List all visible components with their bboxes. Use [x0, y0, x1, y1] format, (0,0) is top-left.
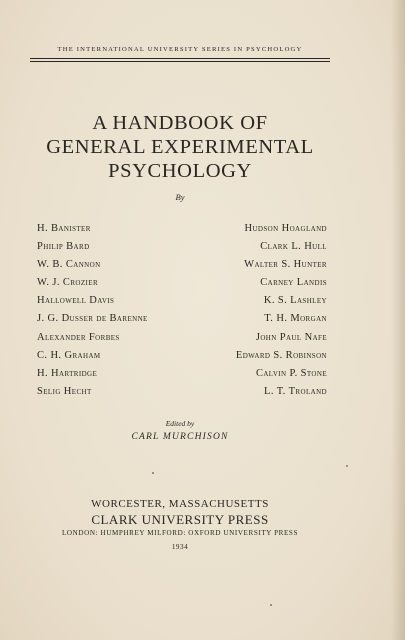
author-name: L. T. Troland	[264, 385, 327, 397]
imprint-press: CLARK UNIVERSITY PRESS	[91, 512, 269, 527]
author-name: Hallowell Davis	[37, 295, 115, 307]
edited-by-label: Edited by	[165, 419, 195, 428]
paper-speck	[346, 465, 348, 467]
author-name: Edward S. Robinson	[235, 349, 327, 361]
author-name: H. Hartridge	[37, 367, 98, 379]
author-name: Alexander Forbes	[37, 331, 120, 343]
book-title	[30, 111, 330, 183]
author-name: Hudson Hoagland	[244, 223, 327, 234]
authors-right-column	[190, 220, 327, 401]
heading-rule-thick	[30, 58, 330, 59]
author-name: H. Banister	[37, 223, 91, 234]
author-name: K. S. Lashley	[263, 295, 327, 307]
author-name: W. B. Cannon	[37, 259, 101, 271]
imprint-london: LONDON: HUMPHREY MILFORD: OXFORD UNIVERSITY PRESS	[62, 529, 298, 537]
author-name: T. H. Morgan	[264, 313, 327, 325]
title-line: GENERAL EXPERIMENTAL	[46, 136, 314, 158]
author-name: Calvin P. Stone	[255, 367, 327, 379]
imprint-city: WORCESTER, MASSACHUSETTS	[91, 498, 269, 510]
paper-speck	[270, 604, 272, 606]
author-name: John Paul Nafe	[255, 331, 327, 343]
author-name: W. J. Crozier	[37, 277, 99, 289]
title-line: PSYCHOLOGY	[108, 160, 252, 182]
author-name: Walter S. Hunter	[244, 259, 327, 271]
by-label: By	[175, 192, 185, 202]
author-name: Selig Hecht	[37, 385, 92, 397]
author-name: Philip Bard	[37, 241, 90, 253]
author-name: Carney Landis	[260, 277, 327, 289]
series-heading: THE INTERNATIONAL UNIVERSITY SERIES IN PSYCHOLOGY	[57, 46, 303, 53]
editor-name: CARL MURCHISON	[131, 432, 229, 442]
imprint-year: 1934	[171, 543, 189, 551]
page-edge-shadow	[391, 0, 405, 640]
authors-left-column	[37, 220, 207, 401]
heading-rule-thin	[30, 61, 330, 62]
author-name: Clark L. Hull	[260, 241, 327, 253]
title-line: A HANDBOOK OF	[92, 112, 268, 134]
paper-speck	[152, 472, 154, 474]
author-name: J. G. Dusser de Barenne	[37, 313, 148, 325]
author-name: C. H. Graham	[37, 349, 101, 361]
